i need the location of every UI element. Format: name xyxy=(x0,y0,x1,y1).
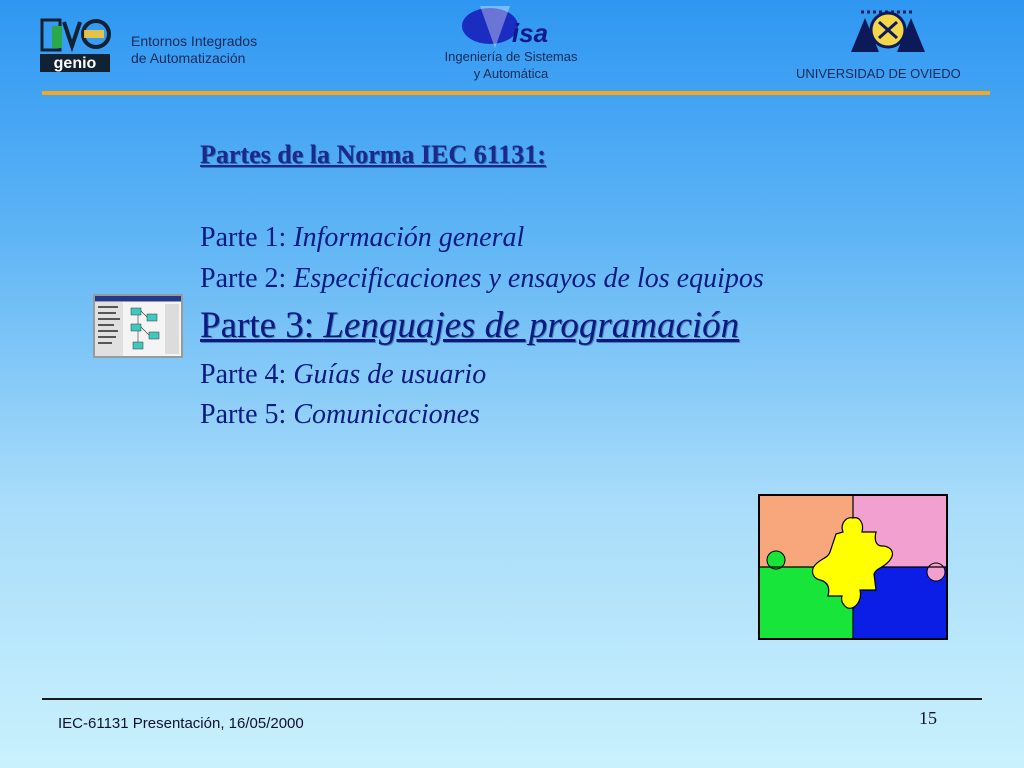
isa-logo xyxy=(450,4,570,50)
genio-logo-text: genio xyxy=(53,55,97,72)
part-4-text: Guías de usuario xyxy=(293,359,487,390)
part-5 xyxy=(200,398,480,432)
isa-logo-text: isa xyxy=(511,18,549,48)
part-1-text: Información general xyxy=(293,222,525,253)
left-org-line2: de Automatización xyxy=(131,50,246,66)
part-1 xyxy=(200,221,524,255)
part-2 xyxy=(200,262,764,296)
header xyxy=(0,0,1024,100)
part-3 xyxy=(200,304,739,348)
part-5-text: Comunicaciones xyxy=(293,399,480,430)
header-divider xyxy=(42,91,990,95)
center-org-label xyxy=(430,48,592,82)
program-window-thumbnail xyxy=(93,294,183,358)
center-org-line1: Ingeniería de Sistemas xyxy=(444,49,578,64)
page-number: 15 xyxy=(919,708,937,728)
part-3-prefix: Parte 3: xyxy=(200,305,315,346)
part-5-prefix: Parte 5: xyxy=(200,399,287,430)
part-2-prefix: Parte 2: xyxy=(200,263,287,294)
slide-title: Partes de la Norma IEC 61131: xyxy=(200,140,546,169)
footer-caption: IEC-61131 Presentación, 16/05/2000 xyxy=(58,715,304,732)
part-4 xyxy=(200,358,486,392)
footer-divider xyxy=(42,698,982,700)
left-org-line1: Entornos Integrados xyxy=(131,33,258,49)
left-org-label xyxy=(131,33,257,67)
university-crest-icon xyxy=(845,4,931,54)
part-3-text: Lenguajes de programación xyxy=(323,305,740,346)
part-1-prefix: Parte 1: xyxy=(200,222,287,253)
puzzle-icon xyxy=(758,494,949,640)
part-4-prefix: Parte 4: xyxy=(200,359,287,390)
university-label: UNIVERSIDAD DE OVIEDO xyxy=(796,66,961,81)
genio-logo xyxy=(38,16,114,76)
center-org-line2: y Automática xyxy=(473,66,549,81)
part-2-text: Especificaciones y ensayos de los equipos xyxy=(293,263,764,294)
